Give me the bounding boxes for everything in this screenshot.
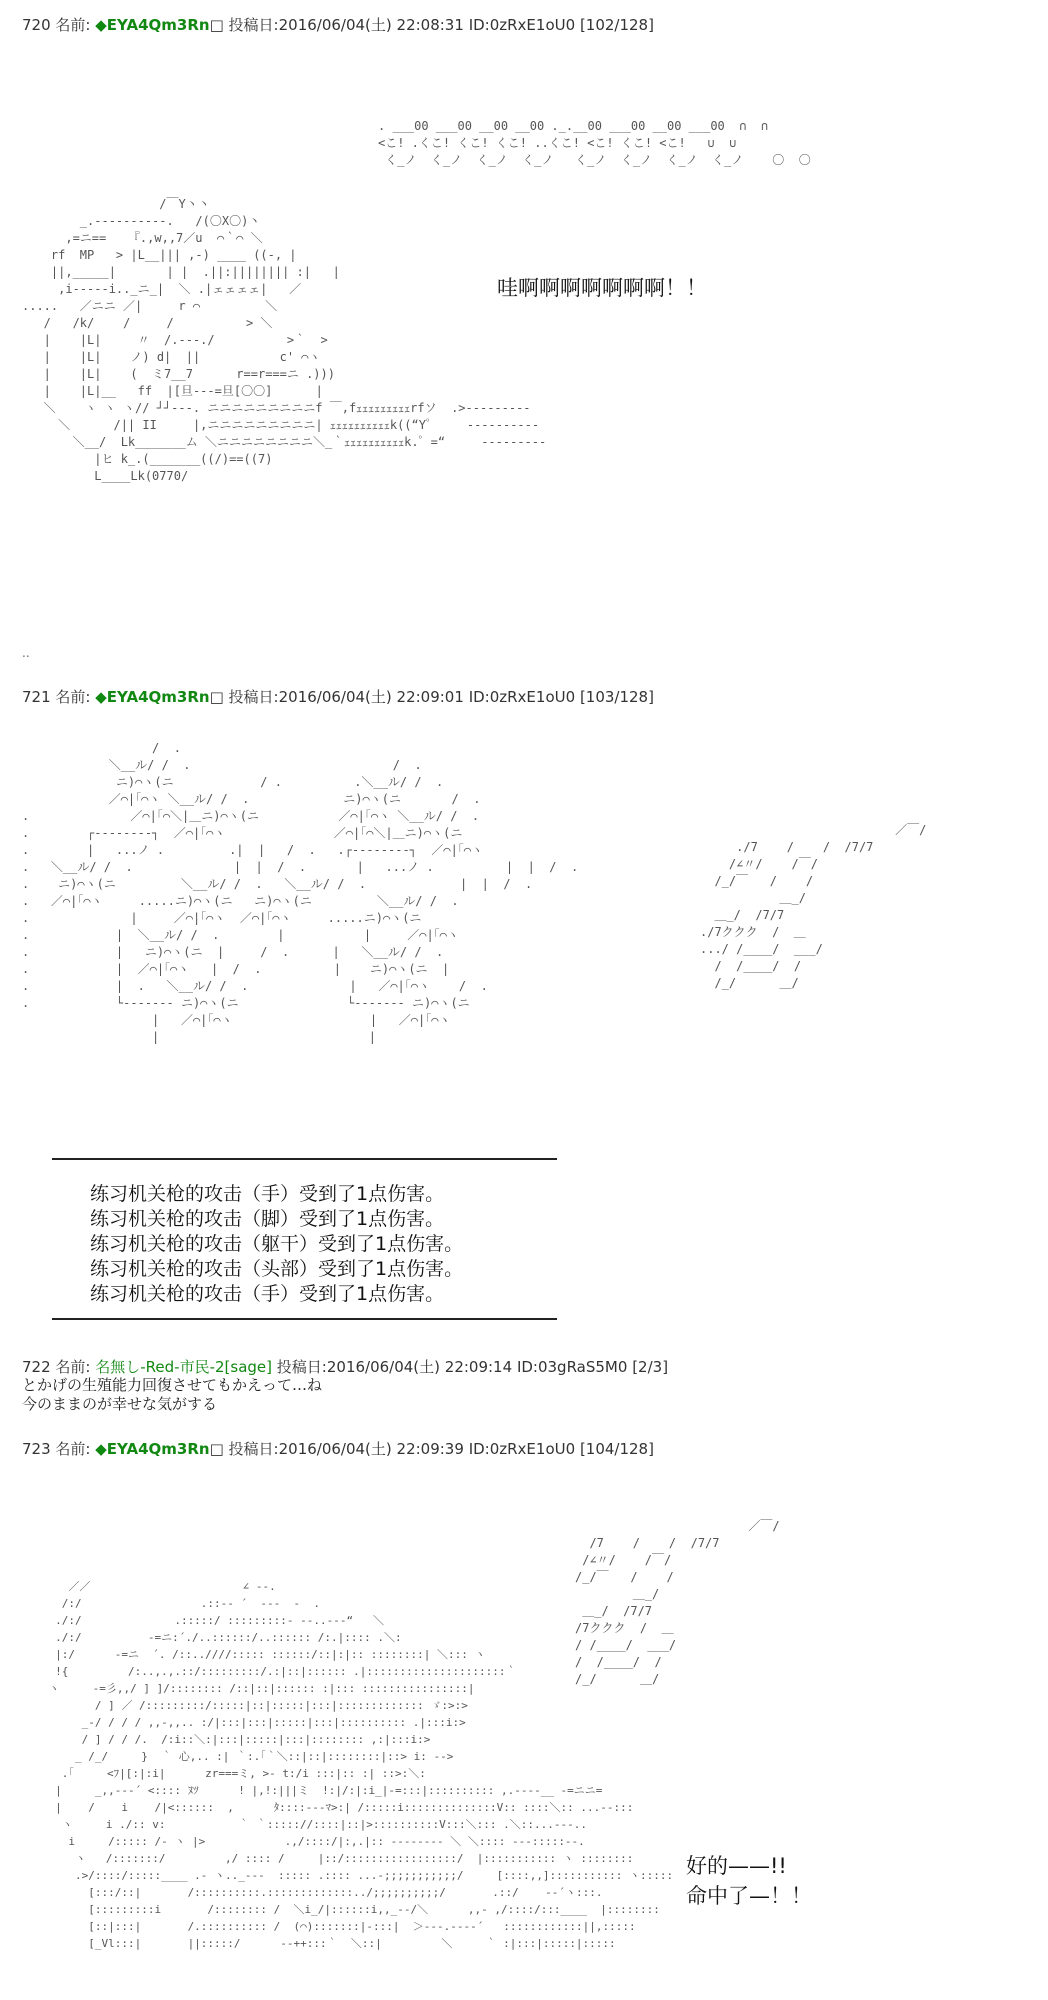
mail-icon: □ <box>209 16 224 34</box>
ascii-art: ／／ ∠ -‐. /:/ .::-‐ ´ ‐-‐ ‐ . ./:/ .:::::/ :::::::::- ‐‐..--‐“ ＼ ./:/ -=ニ:´./..::::::/..:::::: /:.|:::: .＼: |:/ -=ニ ´. /::..////::::: ::::::/::|:|:: ::::::::| ＼::: ヽ !{ /:..,.,.::/:::::::::/.:|::|:::::: .|:::::::::::::::::::::｀ ヽ -=彡,,/ ] ]/:::::::: /::|::|:::::: :|::: ::::::::::::::::| / ] ／ /:::::::::/:::::|::|:::::|:::|::::::::::::: ゞ:>:> _-/ / / / ,,-,,.. :/|:::|:::|:::::|:::|:::::::::: .|:::i:> / ] / / /. /:i::＼:|:::|:::::|:::|:::::::: ,:|:::i:> _ /_/ } ｀ 心,.. :| ｀:.｢｀＼::|::|::::::::|::> i: ‐‐> .｢ <ﾌ|[:|:i| zr===ミ, >‐ t:/i :::|:: :| ::>:＼: | _,,-‐‐´ <:::: ﾇﾂ ! |,!:|||ミ !:|/:|:i_|‐=:::|:::::::::: ,.-‐‐‐__ -=ニニ= | / i /|<:::::: , ﾀ::::‐‐-ﾏ>:| /:::::i::::::::::::::V:: ::::＼:: ...--::: ヽ i ./:: v: ｀ ｀::::://::::|::|>::::::::::V:::＼::: .＼::...‐‐‐.. i /::::: /- ヽ |> .,/::::/|:,.|:: ‐‐‐‐‐‐‐‐ ＼ ＼:::: ‐‐‐:::::‐‐. ヽ /:::::::/ ,/ :::: / |::/:::::::::::::::::/ |::::::::::: ヽ :::::::: .>/::::/:::::____ .- ヽ.._-‐‐ ::::: .:::: ...-;;;;;;;;;;;/ [::::,,]::::::::::: ヽ::::: [:::/::| /::::::::::.:::::::::::::../;;;;;;;;;;/ .::/ ‐‐´ヽ:::. [:::::::::i /:::::::: / ＼i_/|::::::i,,_‐‐/＼ ,,‐ ,/::::/:::____ |:::::::: [::|:::| /.:::::::::: / (⌒):::::::|‐:::| ＞-‐‐.-‐‐‐´ ::::::::::::||,::::: [_Vl:::| ||:::::/ ‐‐++:::｀ ＼::| ＼ ｀ :|:::|:::::|::::: <box>48 1580 674 1950</box>
name-label: 名前: <box>55 688 91 706</box>
mail-icon: □ <box>209 1440 224 1458</box>
ascii-art: / . ＼__ル/ / . / . ニ)⌒ヽ(ニ / . .＼__ル/ / . ／⌒|｢⌒ヽ ＼__ル/ / . ニ)⌒ヽ(ニ / . . ／⌒|｢⌒＼|＿ニ)⌒ヽ(ニ ／⌒|｢⌒ヽ ＼__ル/ / . . ┌‐‐‐‐‐‐‐‐┐ ／⌒|｢⌒ヽ ／⌒|｢⌒＼|＿ニ)⌒ヽ(ニ . | ...ノ . .| | / . .┌‐‐‐‐‐‐‐‐┐ ／⌒|｢⌒ヽ . ＼__ル/ / . | | / . | ...ノ . | | / . . ニ)⌒ヽ(ニ ＼__ル/ / . ＼__ル/ / . | | / . . ／⌒|｢⌒ヽ .....ニ)⌒ヽ(ニ ニ)⌒ヽ(ニ ＼__ル/ / . . | ／⌒|｢⌒ヽ ／⌒|｢⌒ヽ .....ニ)⌒ヽ(ニ . | ＼__ル/ / . | | ／⌒|｢⌒ヽ . | ニ)⌒ヽ(ニ | / . | ＼__ル/ / . . | ／⌒|｢⌒ヽ | / . | ニ)⌒ヽ(ニ | . | . ＼__ル/ / . | ／⌒|｢⌒ヽ / . . └‐‐‐‐‐‐‐ ニ)⌒ヽ(ニ └‐‐‐‐‐‐‐ ニ)⌒ヽ(ニ | ／⌒|｢⌒ヽ | ／⌒|｢⌒ヽ | | <box>22 741 579 1044</box>
damage-line: 练习机关枪的攻击（脚）受到了1点伤害。 <box>90 1208 445 1230</box>
poster-id: ID:0zRxE1oU0 <box>468 1440 576 1458</box>
post-header <box>22 686 654 707</box>
post-count: [102/128] <box>579 16 654 34</box>
damage-line: 练习机关枪的攻击（手）受到了1点伤害。 <box>90 1283 445 1305</box>
post-date: 投稿日:2016/06/04(土) 22:08:31 <box>228 16 464 34</box>
post-number: 721 <box>22 688 51 706</box>
name-label: 名前: <box>55 1440 91 1458</box>
trip-code[interactable]: ◆EYA4Qm3Rn <box>95 16 210 34</box>
post-header <box>22 1356 668 1377</box>
post-number: 722 <box>22 1358 51 1376</box>
poster-id: ID:0zRxE1oU0 <box>468 688 576 706</box>
post-date: 投稿日:2016/06/04(土) 22:09:01 <box>228 688 464 706</box>
post-count: [2/3] <box>632 1358 669 1376</box>
divider-dot: .. <box>22 646 30 660</box>
trip-code[interactable]: ◆EYA4Qm3Rn <box>95 1440 210 1458</box>
post-count: [104/128] <box>579 1440 654 1458</box>
shout-aa: . ___00 ___00 __00 __00 ._.__00 ___00 __00 ___00 ∩ ∩ <こ! .くこ! くこ! くこ! ..くこ! <こ! くこ! <こ! ∪ ∪ く_ノ く_ノ く_ノ く_ノ く_ノ く_ノ く_ノ く_ノ 〇 〇 <box>378 119 811 167</box>
sfx-aa: ／￣/ ./7 / / /7/7 /∠〃/ /￣/ /_/￣ / / ＿_/ ＿_/ /7/7 ./7ククク / ＿ .../ /____/ ___/ / /____/ / /_/ ＿/ <box>700 823 927 990</box>
post-number: 720 <box>22 16 51 34</box>
post-body-line: とかげの生殖能力回復させてもかえって…ね <box>22 1376 323 1394</box>
exclaim-text: 命中了—！！ <box>686 1884 812 1908</box>
post-header <box>22 1438 654 1459</box>
exclaim-text: 好的——!! <box>686 1854 787 1878</box>
trip-code[interactable]: ◆EYA4Qm3Rn <box>95 688 210 706</box>
mail-icon: □ <box>209 688 224 706</box>
sfx-aa: ／￣/ /7 / / /7/7 /∠〃/ /￣/ /_/￣ / / ＿_/ ＿_/ /7/7 /7ククク / ＿ / /____/ ___/ / /____/ / /_/ ＿/ <box>575 1519 780 1686</box>
ascii-art: /￣Y丶丶 _.-‐‐‐‐‐‐‐‐‐. /(〇X〇)丶 ,=ニ== 『.,w,,7／u ⌒｀⌒ ＼ rf MP > |L__||| ,-) ____ ((-, | ||,_____| | | .||:|||||||| :| | ,i-‐‐‐‐i.._ニ_| ＼ .|ェェェェ| ／ ..... ／ニニ ／| r ⌒ ＼ / /k/ / / > ＼ | |L| 〃 /.-‐-./ >｀ > | |L| ノ) d| || c' ⌒ヽ | |L| ( ミ7__7 r==r===ニ .))) | |L|__ ff |[旦‐‐‐=旦[〇〇] | ＼ ヽ ヽ ヽ// ┘┘‐‐‐. ニニニニニニニニニf ￣,fｪｪｪｪｪｪｪｪｪrfソ .>‐‐‐‐‐‐‐‐‐ ＼ /|| II |,ニニニニニニニニニ| ｪｪｪｪｪｪｪｪｪｪk((“Y゜ ‐‐‐‐‐‐‐‐‐‐ ＼__/ Lk_______ム ＼ニニニニニニニニ＼_｀ｪｪｪｪｪｪｪｪｪｪk.゜=“ ‐‐‐‐‐‐‐‐‐ |ヒ k_.(_______((/)==((7) L____Lk(0770/ <box>22 197 547 483</box>
poster-name[interactable]: 名無し-Red-市民-2 <box>95 1358 225 1376</box>
post-body-line: 今のままのが幸せな気がする <box>22 1395 218 1413</box>
damage-line: 练习机关枪的攻击（手）受到了1点伤害。 <box>90 1183 445 1205</box>
post-date: 投稿日:2016/06/04(土) 22:09:14 <box>276 1358 513 1376</box>
poster-id: ID:03gRaS5M0 <box>516 1358 628 1376</box>
sage-tag: [sage] <box>224 1358 273 1376</box>
divider-rule <box>52 1158 557 1160</box>
exclaim-text: 哇啊啊啊啊啊啊啊！！ <box>497 276 707 300</box>
name-label: 名前: <box>55 16 91 34</box>
damage-line: 练习机关枪的攻击（头部）受到了1点伤害。 <box>90 1258 464 1280</box>
divider-rule <box>52 1318 557 1320</box>
post-date: 投稿日:2016/06/04(土) 22:09:39 <box>228 1440 464 1458</box>
post-number: 723 <box>22 1440 51 1458</box>
poster-id: ID:0zRxE1oU0 <box>468 16 576 34</box>
damage-line: 练习机关枪的攻击（躯干）受到了1点伤害。 <box>90 1233 464 1255</box>
name-label: 名前: <box>55 1358 91 1376</box>
post-count: [103/128] <box>579 688 654 706</box>
post-header <box>22 14 654 35</box>
